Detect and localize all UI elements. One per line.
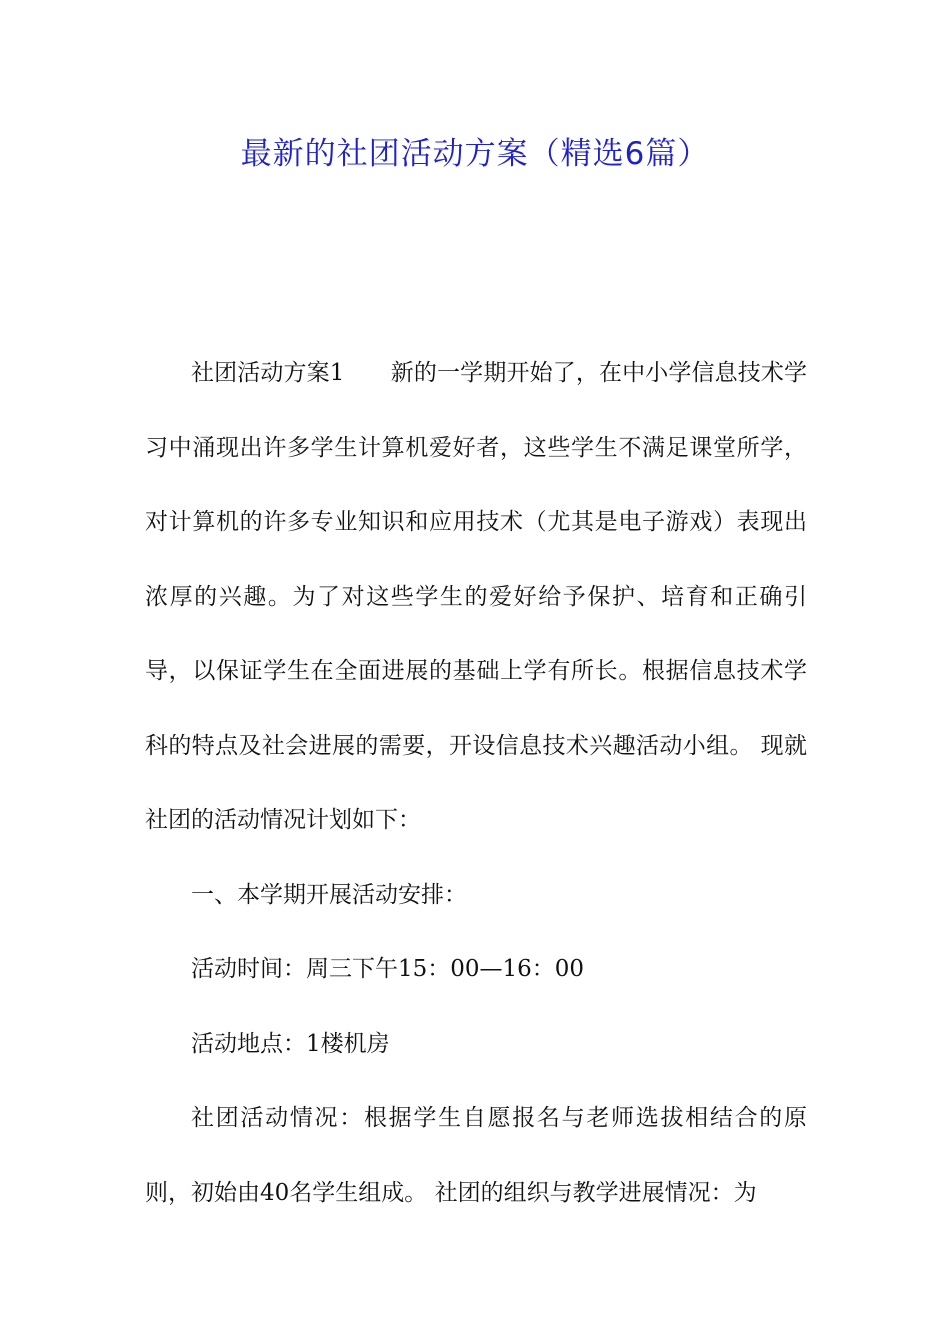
- paragraph: 社团活动方案1 新的一学期开始了，在中小学信息技术学习中涌现出许多学生计算机爱好者，这些学生不满足课堂所学，对计算机的许多专业知识和应用技术（尤其是电子游戏）表现出浓厚的兴趣。为了对这些学生的爱好给予保护、培育和正确引导，以保证学生在全面进展的基础上学有所长。根据信息技术学科的特点及社会进展的需要，开设信息技术兴趣活动小组。 现就社团的活动情况计划如下：: [145, 360, 807, 833]
- document-body: [145, 336, 807, 1230]
- paragraph: 活动地点：1楼机房: [191, 1030, 390, 1057]
- paragraph: 活动时间：周三下午15：00—16：00: [191, 956, 585, 982]
- paragraph: 一、本学期开展活动安排：: [191, 881, 467, 908]
- document-title: 最新的社团活动方案（精选6篇）: [240, 136, 710, 172]
- paragraph: 社团活动情况：根据学生自愿报名与老师选拔相结合的原则，初始由40名学生组成。 社团的组织与教学进展情况：为: [145, 1105, 807, 1206]
